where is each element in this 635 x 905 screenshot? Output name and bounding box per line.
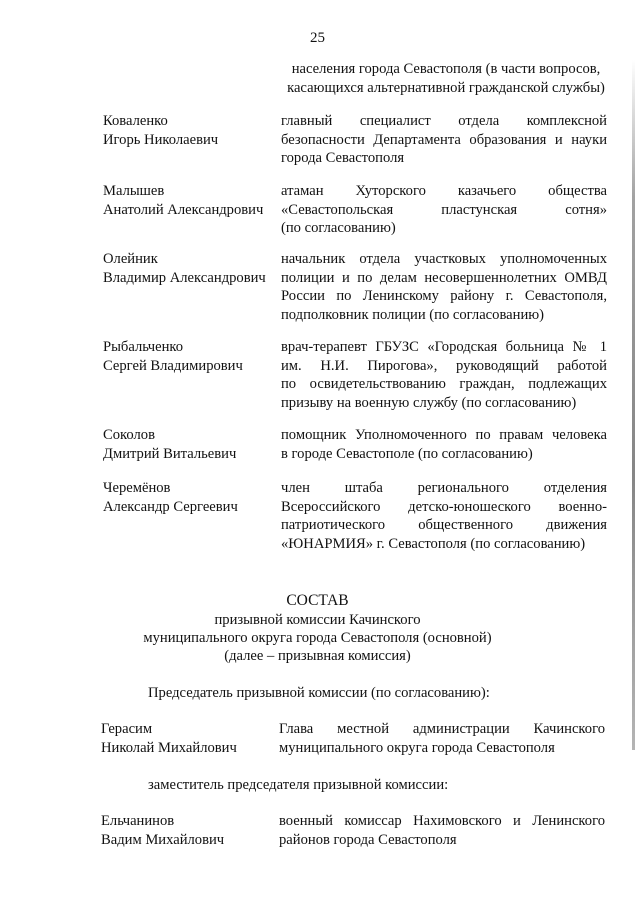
section-subtitle-line: (далее – призывная комиссия)	[224, 648, 411, 664]
member-name	[103, 250, 281, 287]
member-position	[279, 720, 605, 757]
section-subtitle-line: призывной комиссии Качинского	[214, 612, 421, 628]
position-line: «Севастопольская пластунская сотня»	[281, 201, 607, 218]
position-line: призыву на военную службу (по согласованию)	[281, 394, 577, 411]
member-position	[281, 426, 607, 463]
section-subtitle-line: муниципального округа города Севастополя (основной)	[143, 630, 492, 646]
position-line: муниципального округа города Севастополя	[279, 739, 555, 756]
position-line: районов города Севастополя	[279, 831, 457, 848]
member-position	[279, 812, 605, 849]
surname: Коваленко	[103, 113, 168, 129]
member-position	[281, 479, 607, 553]
member-position	[281, 250, 607, 324]
member-name	[103, 479, 281, 516]
deputy-role-heading: заместитель председателя призывной комиссии:	[148, 777, 449, 793]
surname: Рыбальченко	[103, 339, 184, 355]
given-names: Александр Сергеевич	[103, 498, 238, 515]
member-position	[281, 182, 607, 238]
surname: Ельчанинов	[101, 813, 175, 829]
position-line: полиции и по делам несовершеннолетних ОМВД	[281, 269, 607, 286]
member-position	[281, 338, 607, 412]
position-line: в городе Севастополе (по согласованию)	[281, 445, 533, 462]
position-line: военный комиссар Нахимовского и Ленинского	[279, 813, 605, 829]
surname: Герасим	[101, 721, 153, 737]
member-name	[103, 338, 281, 375]
section-title: СОСТАВ	[286, 592, 349, 609]
position-line: главный специалист отдела комплексной	[281, 113, 607, 129]
position-line: Глава местной администрации Качинского	[279, 721, 605, 737]
given-names: Игорь Николаевич	[103, 131, 219, 148]
position-line: атаман Хуторского казачьего общества	[281, 183, 607, 199]
surname: Малышев	[103, 183, 165, 199]
continuation-line: касающихся альтернативной гражданской службы)	[287, 79, 605, 96]
position-line: им. Н.И. Пирогова», руководящий работой	[281, 357, 607, 374]
position-line: (по согласованию)	[281, 220, 396, 236]
continuation-text	[281, 60, 611, 97]
member-name	[103, 112, 281, 149]
member-position	[281, 112, 607, 168]
position-line: по освидетельствованию граждан, подлежащих	[281, 376, 607, 392]
position-line: безопасности Департамента образования и науки	[281, 131, 607, 148]
continuation-line: населения города Севастополя (в части вопросов,	[291, 61, 601, 77]
member-name	[103, 426, 281, 463]
chair-role-heading: Председатель призывной комиссии (по согласованию):	[148, 685, 490, 701]
position-line: помощник Уполномоченного по правам человека	[281, 427, 607, 443]
member-name	[103, 182, 281, 219]
given-names: Николай Михайлович	[101, 739, 237, 756]
member-name	[101, 812, 279, 849]
position-line: начальник отдела участковых уполномоченных	[281, 251, 607, 267]
position-line: Всероссийского детско-юношеского военно-	[281, 498, 607, 515]
position-line: врач-терапевт ГБУЗС «Городская больница № 1	[281, 339, 607, 355]
position-line: города Севастополя	[281, 150, 405, 166]
surname: Черемёнов	[103, 480, 171, 496]
position-line: «ЮНАРМИЯ» г. Севастополя (по согласованию)	[281, 535, 586, 552]
given-names: Анатолий Александрович	[103, 201, 264, 218]
position-line: России по Ленинскому району г. Севастополя,	[281, 288, 607, 304]
member-name	[101, 720, 279, 757]
given-names: Владимир Александрович	[103, 269, 266, 286]
given-names: Сергей Владимирович	[103, 357, 243, 374]
page-number: 25	[310, 30, 325, 46]
surname: Олейник	[103, 251, 158, 267]
given-names: Дмитрий Витальевич	[103, 445, 237, 462]
position-line: патриотического общественного движения	[281, 517, 607, 533]
given-names: Вадим Михайлович	[101, 831, 225, 848]
position-line: член штаба регионального отделения	[281, 480, 607, 496]
position-line: подполковник полиции (по согласованию)	[281, 306, 545, 323]
surname: Соколов	[103, 427, 155, 443]
